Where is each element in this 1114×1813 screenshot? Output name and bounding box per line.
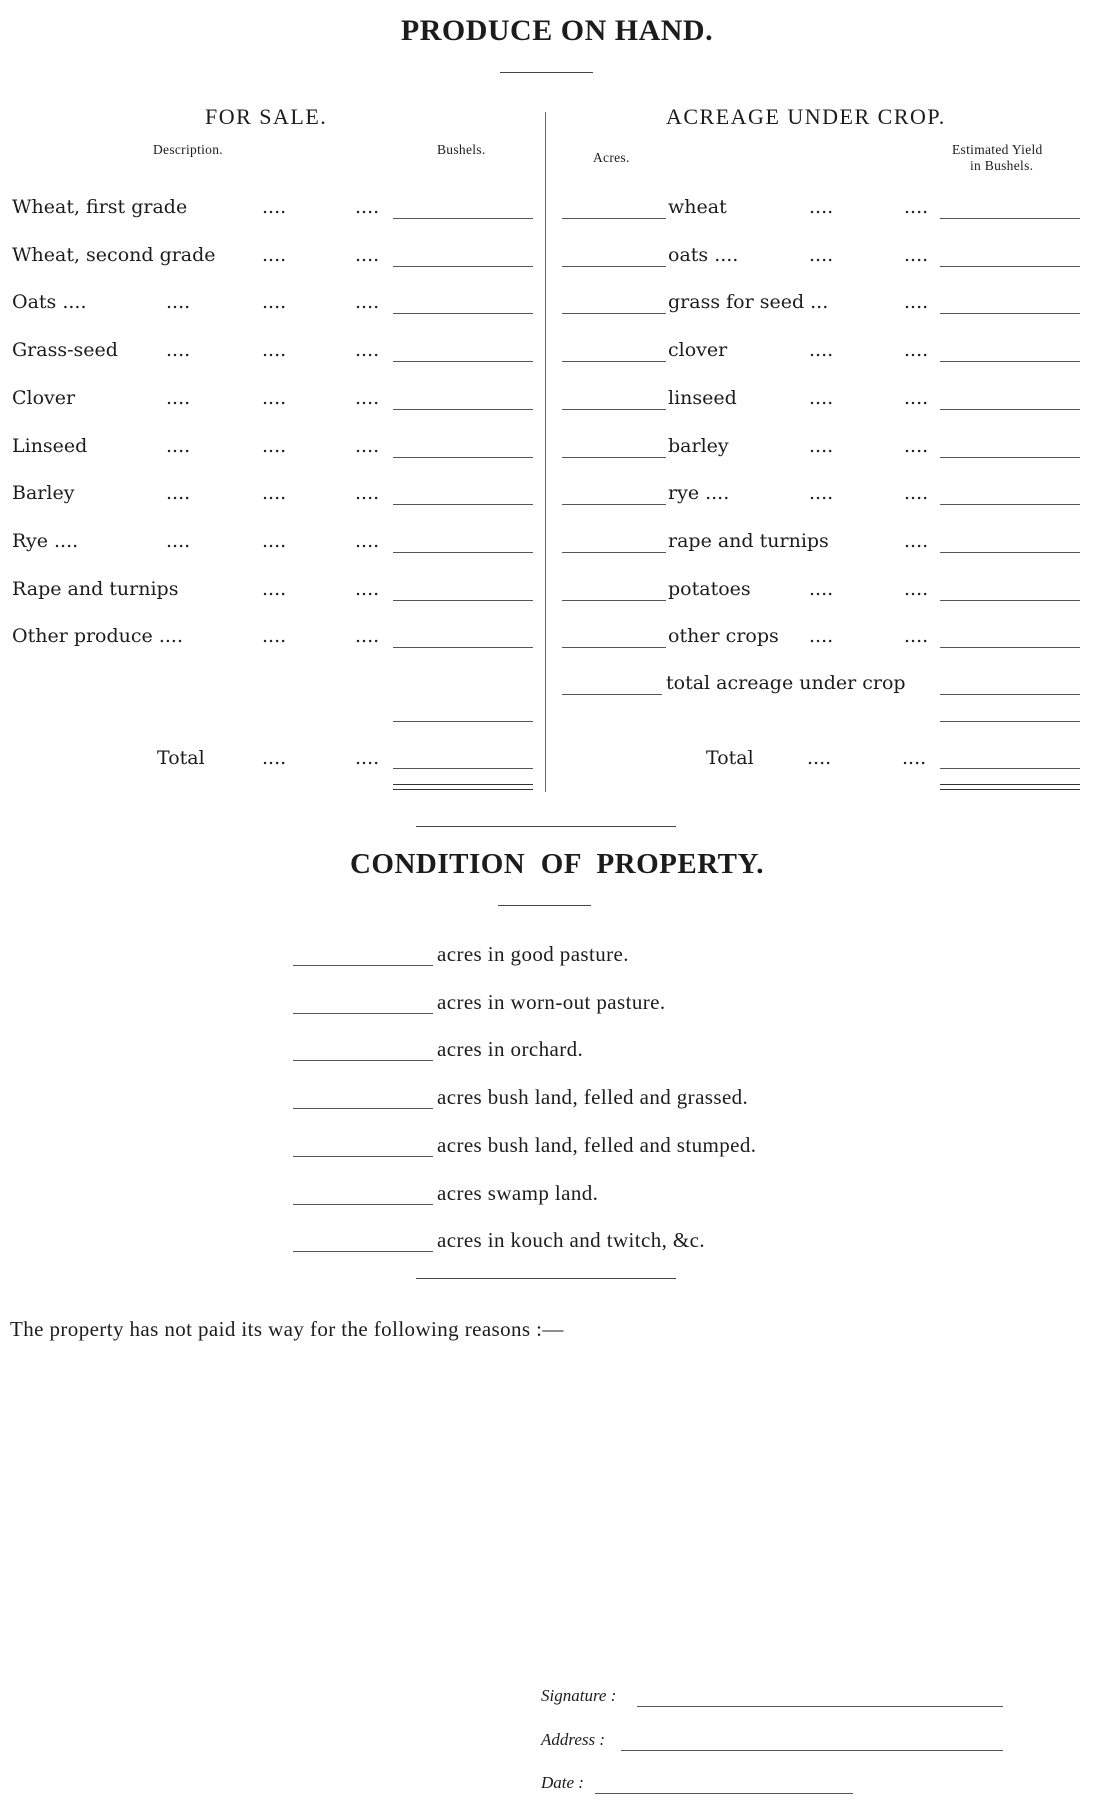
acreage-row-label: linseed	[668, 386, 737, 409]
date-label: Date :	[541, 1773, 584, 1792]
sale-row-leader-dots: ....	[262, 291, 287, 314]
condition-acres-field[interactable]	[293, 1060, 433, 1061]
sale-row-leader-dots: ....	[262, 529, 287, 552]
sale-row-leader-dots: ....	[262, 482, 287, 505]
acreage-row-label: barley	[668, 434, 729, 457]
acreage-row-label: other crops	[668, 625, 779, 648]
acreage-row-leader-dots: ....	[809, 386, 834, 409]
sale-row-leader-dots: ....	[355, 196, 380, 218]
condition-acres-field[interactable]	[293, 1251, 433, 1252]
sale-row-leader-dots: ....	[355, 482, 380, 505]
estimated-yield-field[interactable]	[940, 552, 1080, 553]
bushels-field[interactable]	[393, 361, 533, 362]
sale-row-leader-dots: ....	[355, 386, 380, 409]
signature-field[interactable]	[637, 1706, 1003, 1707]
acreage-row-leader-dots: ....	[809, 434, 834, 457]
acreage-row-label: rape and turnips	[668, 529, 829, 552]
estimated-yield-field[interactable]	[940, 361, 1080, 362]
sale-row-label: Wheat, first grade	[12, 196, 188, 218]
sale-row-leader-dots: ....	[166, 529, 191, 552]
acres-field[interactable]	[562, 218, 666, 219]
acreage-row-leader-dots: ....	[904, 529, 929, 552]
estimated-yield-field[interactable]	[940, 504, 1080, 505]
acreage-row-leader-dots: ....	[904, 291, 929, 314]
sale-row-leader-dots: ....	[262, 339, 287, 362]
acreage-row-leader-dots: ....	[904, 386, 929, 409]
acreage-row-leader-dots: ....	[904, 625, 929, 648]
acreage-total-dots-2: ....	[902, 747, 927, 769]
acreage-row-leader-dots: ....	[809, 243, 834, 266]
sale-row-leader-dots: ....	[262, 196, 287, 218]
bushels-field[interactable]	[393, 504, 533, 505]
sale-row-leader-dots: ....	[166, 386, 191, 409]
sale-row-label: Other produce ....	[12, 625, 183, 648]
acreage-row-leader-dots: ....	[809, 196, 834, 218]
sale-row-leader-dots: ....	[355, 434, 380, 457]
condition-title: CONDITION OF PROPERTY.	[349, 848, 765, 880]
condition-acres-field[interactable]	[293, 1013, 433, 1014]
condition-item-label: acres in kouch and twitch, &c.	[437, 1228, 705, 1253]
estimated-yield-field[interactable]	[940, 409, 1080, 410]
acres-field[interactable]	[562, 552, 666, 553]
condition-item-label: acres in worn-out pasture.	[437, 989, 666, 1014]
col-description-header: Description.	[153, 142, 223, 157]
col-acres-header: Acres.	[593, 150, 630, 165]
condition-item-label: acres bush land, felled and stumped.	[437, 1132, 757, 1157]
section-separator-2	[416, 1278, 676, 1279]
acreage-total-field[interactable]	[940, 768, 1080, 769]
title-underline	[500, 72, 593, 73]
acreage-row-label: potatoes	[668, 577, 751, 600]
signature-label: Signature :	[541, 1686, 617, 1705]
acreage-row-leader-dots: ....	[904, 196, 929, 218]
sale-row-label: Oats ....	[12, 291, 87, 314]
sale-row-leader-dots: ....	[262, 577, 287, 600]
address-field[interactable]	[621, 1750, 1003, 1751]
bushels-field[interactable]	[393, 647, 533, 648]
sale-row-label: Linseed	[12, 434, 88, 457]
acreage-row-label: rye ....	[668, 482, 730, 505]
acreage-row-leader-dots: ....	[904, 243, 929, 266]
condition-title-underline	[498, 905, 591, 906]
total-acreage-field[interactable]	[562, 694, 662, 695]
acres-field[interactable]	[562, 409, 666, 410]
acreage-heading: ACREAGE UNDER CROP.	[666, 104, 946, 129]
sale-total-double-rule	[393, 784, 533, 790]
sale-row-label: Wheat, second grade	[12, 243, 216, 266]
sale-total-dots-1: ....	[262, 747, 287, 769]
acreage-row-label: wheat	[668, 196, 727, 218]
sale-row-label: Grass-seed	[12, 339, 118, 362]
estimated-yield-field[interactable]	[940, 647, 1080, 648]
col-bushels-header: Bushels.	[437, 142, 486, 157]
bushels-field[interactable]	[393, 218, 533, 219]
sale-row-label: Rye ....	[12, 529, 79, 552]
bushels-field[interactable]	[393, 600, 533, 601]
acres-field[interactable]	[562, 266, 666, 267]
acreage-total-label: Total	[706, 747, 754, 769]
sale-row-leader-dots: ....	[355, 625, 380, 648]
sale-total-field[interactable]	[393, 768, 533, 769]
bushels-field[interactable]	[393, 409, 533, 410]
reasons-statement: The property has not paid its way for the following reasons :—	[10, 1317, 564, 1341]
sale-row-leader-dots: ....	[262, 625, 287, 648]
acreage-row-label: clover	[668, 339, 728, 362]
acres-field[interactable]	[562, 457, 666, 458]
sale-row-leader-dots: ....	[355, 243, 380, 266]
col-yield-header-2: in Bushels.	[970, 158, 1034, 173]
sale-row-leader-dots: ....	[262, 386, 287, 409]
sale-subtotal-line	[393, 721, 533, 722]
sale-row-leader-dots: ....	[166, 434, 191, 457]
reasons-writing-area[interactable]	[10, 1350, 1100, 1670]
bushels-field[interactable]	[393, 457, 533, 458]
acreage-row-label: oats ....	[668, 243, 739, 266]
total-acreage-yield-field[interactable]	[940, 694, 1080, 695]
sale-row-leader-dots: ....	[166, 482, 191, 505]
column-divider	[545, 112, 546, 792]
condition-item-label: acres swamp land.	[437, 1180, 599, 1205]
acres-field[interactable]	[562, 600, 666, 601]
acreage-row-leader-dots: ....	[809, 339, 834, 362]
estimated-yield-field[interactable]	[940, 266, 1080, 267]
sale-row-leader-dots: ....	[262, 243, 287, 266]
sale-row-leader-dots: ....	[355, 339, 380, 362]
condition-item-label: acres in good pasture.	[437, 942, 629, 966]
bushels-field[interactable]	[393, 313, 533, 314]
acreage-row-label: grass for seed ...	[668, 291, 829, 314]
acres-field[interactable]	[562, 313, 666, 314]
sale-row-leader-dots: ....	[262, 434, 287, 457]
condition-acres-field[interactable]	[293, 1108, 433, 1109]
acreage-row-leader-dots: ....	[904, 434, 929, 457]
sale-row-leader-dots: ....	[166, 291, 191, 314]
for-sale-heading: FOR SALE.	[205, 104, 328, 129]
bushels-field[interactable]	[393, 552, 533, 553]
acres-field[interactable]	[562, 361, 666, 362]
sale-row-leader-dots: ....	[355, 291, 380, 314]
condition-acres-field[interactable]	[293, 965, 433, 966]
sale-row-leader-dots: ....	[166, 339, 191, 362]
acreage-total-double-rule	[940, 784, 1080, 790]
acreage-row-leader-dots: ....	[809, 625, 834, 648]
acreage-subtotal-line	[940, 721, 1080, 722]
acreage-row-leader-dots: ....	[904, 482, 929, 505]
sale-row-label: Clover	[12, 386, 76, 409]
address-label: Address :	[541, 1730, 606, 1749]
sale-total-label: Total	[157, 747, 205, 769]
col-yield-header-1: Estimated Yield	[952, 142, 1043, 157]
acres-field[interactable]	[562, 504, 666, 505]
acreage-row-leader-dots: ....	[809, 577, 834, 600]
estimated-yield-field[interactable]	[940, 313, 1080, 314]
acreage-row-leader-dots: ....	[904, 339, 929, 362]
total-acreage-label: total acreage under crop	[666, 672, 906, 694]
acres-field[interactable]	[562, 647, 666, 648]
page-title: PRODUCE ON HAND.	[400, 14, 714, 47]
sale-total-dots-2: ....	[355, 747, 380, 769]
bushels-field[interactable]	[393, 266, 533, 267]
section-separator-1	[416, 826, 676, 827]
date-field[interactable]	[595, 1793, 853, 1794]
sale-row-leader-dots: ....	[355, 577, 380, 600]
estimated-yield-field[interactable]	[940, 457, 1080, 458]
condition-acres-field[interactable]	[293, 1156, 433, 1157]
condition-item-label: acres in orchard.	[437, 1037, 584, 1062]
sale-row-label: Rape and turnips	[12, 577, 179, 600]
estimated-yield-field[interactable]	[940, 218, 1080, 219]
condition-item-label: acres bush land, felled and grassed.	[437, 1085, 749, 1110]
acreage-total-dots-1: ....	[807, 747, 832, 769]
sale-row-label: Barley	[12, 482, 75, 505]
sale-row-leader-dots: ....	[355, 529, 380, 552]
condition-acres-field[interactable]	[293, 1204, 433, 1205]
estimated-yield-field[interactable]	[940, 600, 1080, 601]
acreage-row-leader-dots: ....	[904, 577, 929, 600]
acreage-row-leader-dots: ....	[809, 482, 834, 505]
